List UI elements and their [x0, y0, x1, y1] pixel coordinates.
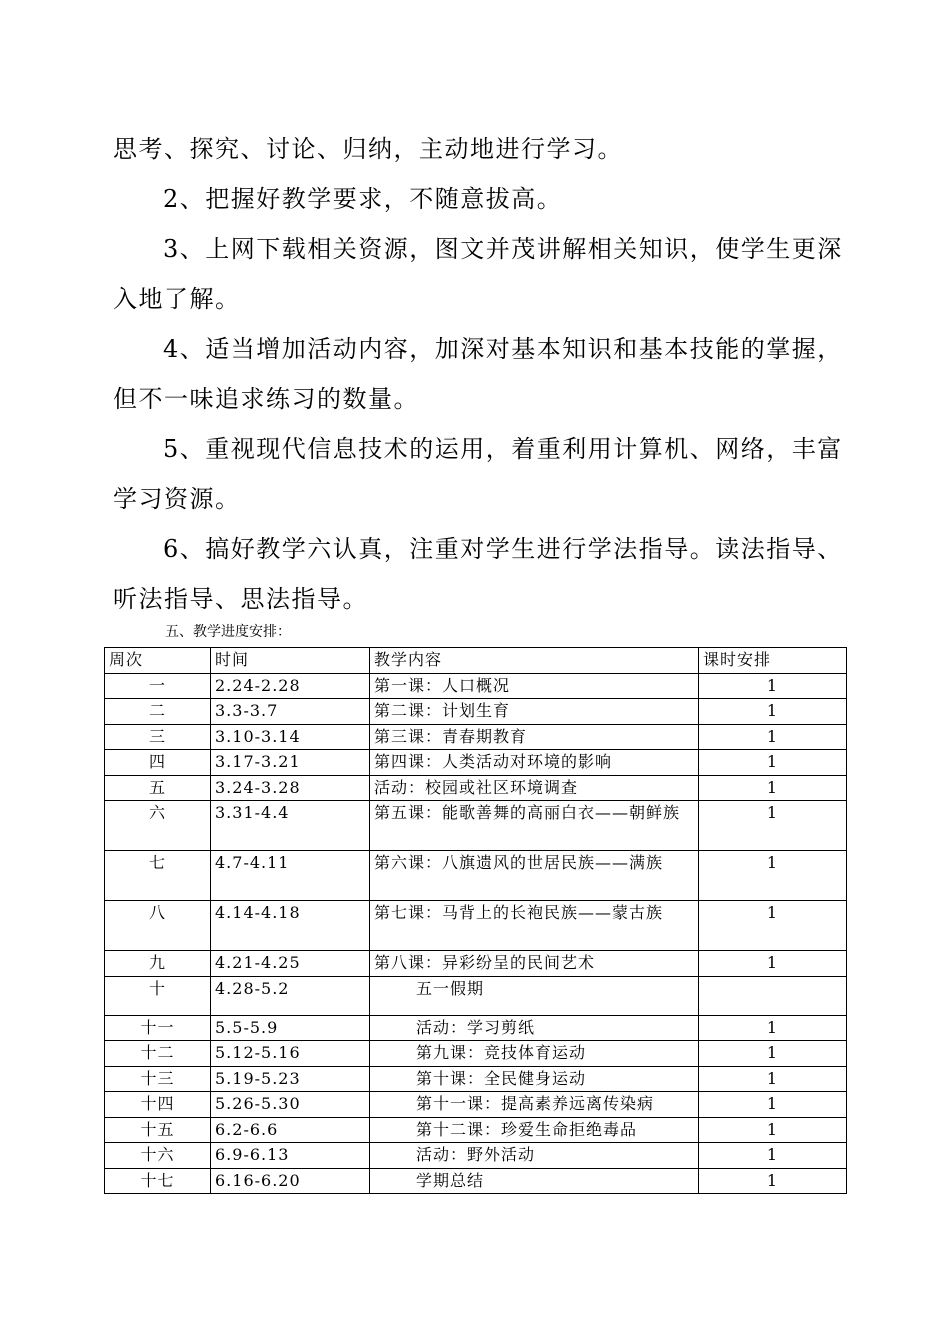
- cell-time: 3.3-3.7: [211, 699, 370, 725]
- cell-content: 第四课：人类活动对环境的影响: [370, 750, 699, 776]
- cell-time: 3.24-3.28: [211, 775, 370, 801]
- table-row: [105, 775, 847, 801]
- cell-time: 4.14-4.18: [211, 901, 370, 951]
- table-row: [105, 724, 847, 750]
- cell-content: 活动：学习剪纸: [370, 1015, 699, 1041]
- cell-week: 十五: [105, 1117, 211, 1143]
- cell-week: 二: [105, 699, 211, 725]
- header-time: 时间: [211, 648, 370, 674]
- schedule-table: [104, 647, 847, 1194]
- cell-week: 六: [105, 801, 211, 851]
- cell-time: 5.12-5.16: [211, 1041, 370, 1067]
- table-row: [105, 1041, 847, 1067]
- cell-hours: 1: [699, 673, 847, 699]
- paragraph-2: 2、把握好教学要求，不随意拔高。: [163, 185, 563, 213]
- cell-week: 一: [105, 673, 211, 699]
- cell-week: 五: [105, 775, 211, 801]
- cell-content: 第十一课：提高素养远离传染病: [370, 1092, 699, 1118]
- cell-hours: 1: [699, 1092, 847, 1118]
- cell-time: 2.24-2.28: [211, 673, 370, 699]
- cell-hours: 1: [699, 801, 847, 851]
- cell-content: 活动：校园或社区环境调查: [370, 775, 699, 801]
- section-title: 五、教学进度安排：: [165, 624, 291, 640]
- cell-time: 6.2-6.6: [211, 1117, 370, 1143]
- cell-content: 第一课：人口概况: [370, 673, 699, 699]
- cell-week: 八: [105, 901, 211, 951]
- cell-week: 七: [105, 851, 211, 901]
- header-content: 教学内容: [370, 648, 699, 674]
- cell-content: 第十课：全民健身运动: [370, 1066, 699, 1092]
- cell-content: 第三课：青春期教育: [370, 724, 699, 750]
- table-row: [105, 976, 847, 1015]
- paragraph-5: 5、重视现代信息技术的运用，着重利用计算机、网络，丰富学习资源。: [113, 435, 843, 513]
- table-row: [105, 951, 847, 977]
- cell-week: 三: [105, 724, 211, 750]
- cell-time: 6.9-6.13: [211, 1143, 370, 1169]
- cell-time: 5.5-5.9: [211, 1015, 370, 1041]
- cell-week: 十: [105, 976, 211, 1015]
- cell-hours: 1: [699, 1117, 847, 1143]
- table-row: [105, 750, 847, 776]
- cell-time: 3.31-4.4: [211, 801, 370, 851]
- table-row: [105, 801, 847, 851]
- paragraph-4: 4、适当增加活动内容，加深对基本知识和基本技能的掌握，但不一味追求练习的数量。: [113, 335, 843, 413]
- cell-hours: 1: [699, 901, 847, 951]
- paragraph-3: 3、上网下载相关资源，图文并茂讲解相关知识，使学生更深入地了解。: [113, 235, 843, 313]
- cell-hours: 1: [699, 750, 847, 776]
- cell-hours: 1: [699, 699, 847, 725]
- cell-hours: 1: [699, 724, 847, 750]
- cell-hours: [699, 976, 847, 1015]
- cell-hours: 1: [699, 1066, 847, 1092]
- table-row: [105, 1143, 847, 1169]
- cell-hours: 1: [699, 1015, 847, 1041]
- table-row: [105, 851, 847, 901]
- header-hours: 课时安排: [699, 648, 847, 674]
- cell-week: 十四: [105, 1092, 211, 1118]
- table-row: [105, 1168, 847, 1194]
- cell-hours: 1: [699, 951, 847, 977]
- cell-time: 5.19-5.23: [211, 1066, 370, 1092]
- cell-time: 5.26-5.30: [211, 1092, 370, 1118]
- cell-week: 四: [105, 750, 211, 776]
- cell-time: 6.16-6.20: [211, 1168, 370, 1194]
- paragraph-1: 思考、探究、讨论、归纳，主动地进行学习。: [113, 135, 623, 163]
- cell-week: 九: [105, 951, 211, 977]
- table-row: [105, 673, 847, 699]
- cell-hours: 1: [699, 1168, 847, 1194]
- cell-content: 第五课：能歌善舞的高丽白衣——朝鲜族: [370, 801, 699, 851]
- table-row: [105, 1015, 847, 1041]
- cell-week: 十二: [105, 1041, 211, 1067]
- cell-time: 4.7-4.11: [211, 851, 370, 901]
- header-week: 周次: [105, 648, 211, 674]
- cell-content: 五一假期: [370, 976, 699, 1015]
- cell-content: 学期总结: [370, 1168, 699, 1194]
- table-row: [105, 1117, 847, 1143]
- cell-content: 第十二课：珍爱生命拒绝毒品: [370, 1117, 699, 1143]
- paragraph-6: 6、搞好教学六认真，注重对学生进行学法指导。读法指导、听法指导、思法指导。: [113, 535, 843, 613]
- cell-hours: 1: [699, 851, 847, 901]
- cell-content: 第七课：马背上的长袍民族——蒙古族: [370, 901, 699, 951]
- cell-time: 3.17-3.21: [211, 750, 370, 776]
- cell-time: 4.21-4.25: [211, 951, 370, 977]
- table-row: [105, 699, 847, 725]
- cell-week: 十七: [105, 1168, 211, 1194]
- table-row: [105, 1092, 847, 1118]
- cell-content: 第八课：异彩纷呈的民间艺术: [370, 951, 699, 977]
- cell-week: 十六: [105, 1143, 211, 1169]
- cell-hours: 1: [699, 775, 847, 801]
- cell-week: 十三: [105, 1066, 211, 1092]
- cell-time: 3.10-3.14: [211, 724, 370, 750]
- cell-time: 4.28-5.2: [211, 976, 370, 1015]
- cell-content: 第九课：竞技体育运动: [370, 1041, 699, 1067]
- cell-content: 第六课：八旗遗风的世居民族——满族: [370, 851, 699, 901]
- table-row: [105, 901, 847, 951]
- table-header-row: [105, 648, 847, 674]
- cell-hours: 1: [699, 1143, 847, 1169]
- table-row: [105, 1066, 847, 1092]
- cell-hours: 1: [699, 1041, 847, 1067]
- cell-content: 活动：野外活动: [370, 1143, 699, 1169]
- cell-week: 十一: [105, 1015, 211, 1041]
- cell-content: 第二课：计划生育: [370, 699, 699, 725]
